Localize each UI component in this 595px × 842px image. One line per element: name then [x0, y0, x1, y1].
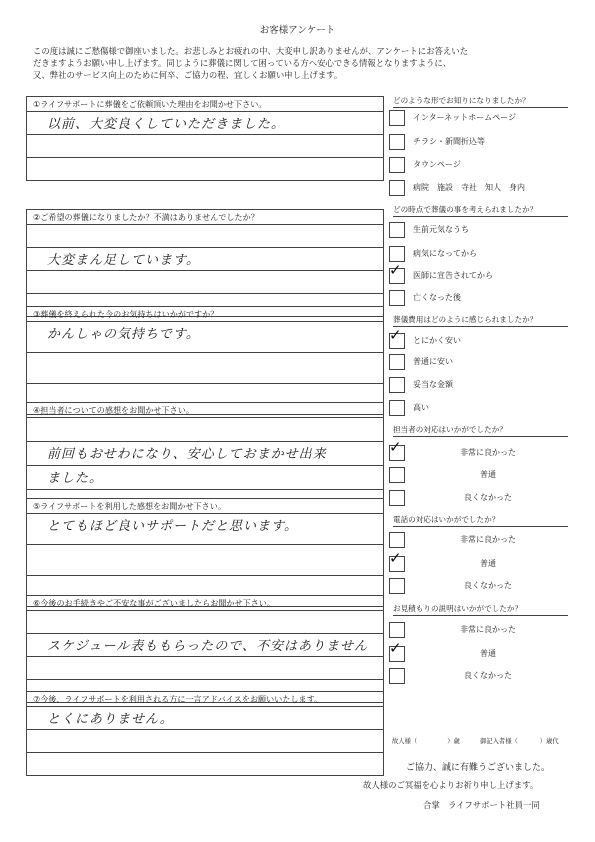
- answer-line[interactable]: [27, 135, 383, 158]
- source-option-label: インターネットホームページ: [413, 113, 517, 122]
- cost-option-label: 高い: [413, 403, 429, 412]
- staff-question-heading: 担当者の対応はいかがでしたか？: [393, 425, 568, 437]
- timing-checkbox-1[interactable]: [389, 222, 405, 238]
- check-mark-icon: ✓: [389, 438, 402, 456]
- phone-option-label: 良くなかった: [464, 581, 512, 590]
- staff-option-label: 良くなかった: [464, 493, 512, 502]
- phone-checkbox-2[interactable]: [389, 549, 405, 572]
- answer-line[interactable]: [27, 466, 383, 490]
- handwritten-answer: スケジュール表ももらったので、不安はありません: [47, 639, 368, 654]
- source-question-heading: どのような形でお知りになりましたか？: [393, 96, 568, 108]
- phone-option-label: 非常に良かった: [460, 535, 516, 544]
- deceased-age-label: 故人様（ ）歳: [392, 738, 460, 745]
- question-label: ⑦今後、ライフサポートを利用される方に一言アドバイスをお願いいたします。: [27, 692, 383, 707]
- estimate-question-heading: お見積もりの説明はいかがでしたか？: [393, 604, 568, 616]
- cost-question-heading: 葬儀費用はどのように感じられましたか？: [393, 315, 568, 327]
- handwritten-answer: 以前、大変良くしていただきました。: [47, 117, 286, 132]
- phone-question-heading: 電話の対応はいかがでしたか？: [393, 515, 568, 527]
- question-label: ②ご希望の葬儀になりましたか？不満はありませんでしたか？: [27, 210, 383, 225]
- timing-option-label: 病気になってから: [413, 249, 477, 258]
- cost-checkbox-4[interactable]: [389, 400, 405, 416]
- answer-line[interactable]: [27, 545, 383, 576]
- source-checkbox-2[interactable]: [389, 134, 405, 150]
- question-box-2: [26, 209, 384, 317]
- question-label: ①ライフサポートに葬儀をご依頼頂いた理由をお聞かせ下さい。: [27, 97, 383, 112]
- signoff-text: 合掌 ライフサポート社員一同: [423, 800, 540, 810]
- answer-line[interactable]: [27, 514, 383, 545]
- question-box-7: [26, 691, 384, 776]
- timing-checkbox-2[interactable]: [389, 246, 405, 262]
- phone-option-label: 普通: [480, 559, 496, 568]
- check-mark-icon: ✓: [389, 549, 402, 567]
- answer-line[interactable]: [27, 112, 383, 135]
- question-label: ⑥今後のお手続きやご不安な事がございましたらお聞かせ下さい。: [27, 596, 383, 611]
- handwritten-answer: 前回もおせわになり、安心しておまかせ出来: [47, 447, 327, 462]
- answer-line[interactable]: [27, 353, 383, 384]
- question-label: ⑤ライフサポートを利用した感想をお聞かせ下さい。: [27, 499, 383, 514]
- answer-line[interactable]: [27, 248, 383, 271]
- answer-line[interactable]: [27, 707, 383, 730]
- check-mark-icon: ✓: [389, 639, 402, 657]
- handwritten-answer: とくにありません。: [47, 712, 174, 727]
- estimate-option-label: 良くなかった: [464, 671, 512, 680]
- staff-option-label: 普通: [480, 470, 496, 479]
- cost-option-label: 普通に安い: [413, 357, 453, 366]
- intro-line: 又、弊社のサービス向上のために何卒、ご協力の程、宜しくお願い申し上げます。: [33, 70, 343, 81]
- estimate-option-label: 非常に良かった: [460, 625, 516, 634]
- staff-checkbox-2[interactable]: [389, 467, 405, 483]
- cost-option-label: とにかく安い: [413, 336, 461, 345]
- answer-line[interactable]: [27, 225, 383, 248]
- phone-checkbox-1[interactable]: [389, 532, 405, 548]
- cost-checkbox-2[interactable]: [389, 354, 405, 370]
- answer-line[interactable]: [27, 753, 383, 775]
- answer-line[interactable]: [27, 271, 383, 294]
- phone-checkbox-3[interactable]: [389, 578, 405, 594]
- respondent-age-label: 御記入者様（ ）歳代: [480, 738, 559, 745]
- staff-option-label: 非常に良かった: [460, 448, 516, 457]
- source-option-label: チラシ・新聞折込等: [413, 137, 485, 146]
- question-box-1: [26, 96, 384, 181]
- answer-line[interactable]: [27, 634, 383, 657]
- timing-question-heading: どの時点で葬儀の事を考えられましたか？: [393, 205, 568, 217]
- answer-line[interactable]: [27, 730, 383, 753]
- timing-option-label: 亡くなった後: [413, 293, 461, 302]
- estimate-checkbox-1[interactable]: [389, 622, 405, 638]
- check-mark-icon: ✓: [389, 261, 402, 279]
- cost-checkbox-1[interactable]: [389, 326, 405, 349]
- timing-checkbox-4[interactable]: [389, 290, 405, 306]
- answer-line[interactable]: [27, 657, 383, 680]
- handwritten-answer: かんしゃの気持ちです。: [47, 327, 200, 342]
- handwritten-answer: 大変まん足しています。: [47, 253, 200, 268]
- question-box-6: [26, 595, 384, 703]
- timing-option-label: 医師に宣告されてから: [413, 271, 493, 280]
- source-checkbox-4[interactable]: [389, 180, 405, 196]
- question-label: ③葬儀を終えられた今のお気持ちはいかがですか？: [27, 307, 383, 322]
- page-title: お客様アンケート: [259, 25, 336, 36]
- check-mark-icon: ✓: [389, 326, 402, 344]
- cost-option-label: 妥当な金額: [413, 380, 453, 389]
- staff-checkbox-1[interactable]: [389, 438, 405, 461]
- question-box-5: [26, 498, 384, 607]
- handwritten-answer: とてもほど良いサポートだと思います。: [47, 519, 298, 534]
- answer-line[interactable]: [27, 611, 383, 634]
- answer-line[interactable]: [27, 418, 383, 442]
- source-option-label: タウンページ: [413, 160, 461, 169]
- answer-line[interactable]: [27, 158, 383, 180]
- prayer-text: 故人様のご冥福を心よりお祈り申し上げます。: [363, 780, 539, 790]
- source-checkbox-1[interactable]: [389, 110, 405, 126]
- timing-option-label: 生前元気なうち: [413, 225, 469, 234]
- estimate-checkbox-3[interactable]: [389, 668, 405, 684]
- question-box-3: [26, 306, 384, 415]
- timing-checkbox-3[interactable]: [389, 261, 405, 284]
- question-label: ④担当者についての感想をお聞かせ下さい。: [27, 403, 383, 418]
- cost-checkbox-3[interactable]: [389, 377, 405, 393]
- estimate-option-label: 普通: [480, 649, 496, 658]
- source-checkbox-3[interactable]: [389, 157, 405, 173]
- answer-line[interactable]: [27, 442, 383, 466]
- staff-checkbox-3[interactable]: [389, 490, 405, 506]
- source-option-label: 病院 施設 寺社 知人 身内: [413, 183, 525, 192]
- handwritten-answer: ました。: [47, 471, 104, 486]
- estimate-checkbox-2[interactable]: [389, 639, 405, 662]
- intro-text: [33, 45, 573, 82]
- thanks-text: ご協力、誠に有難うございました。: [406, 763, 551, 773]
- answer-line[interactable]: [27, 322, 383, 353]
- intro-line: この度は誠にご愁傷様で御座いました。お悲しみとお疲れの中、大変申し訳ありませんが、アンケートにお答えいた: [33, 46, 468, 56]
- intro-line: だきますようお願い申し上げます。同じように葬儀に関して困っている方へ安心できる情報となりますように、: [33, 58, 452, 69]
